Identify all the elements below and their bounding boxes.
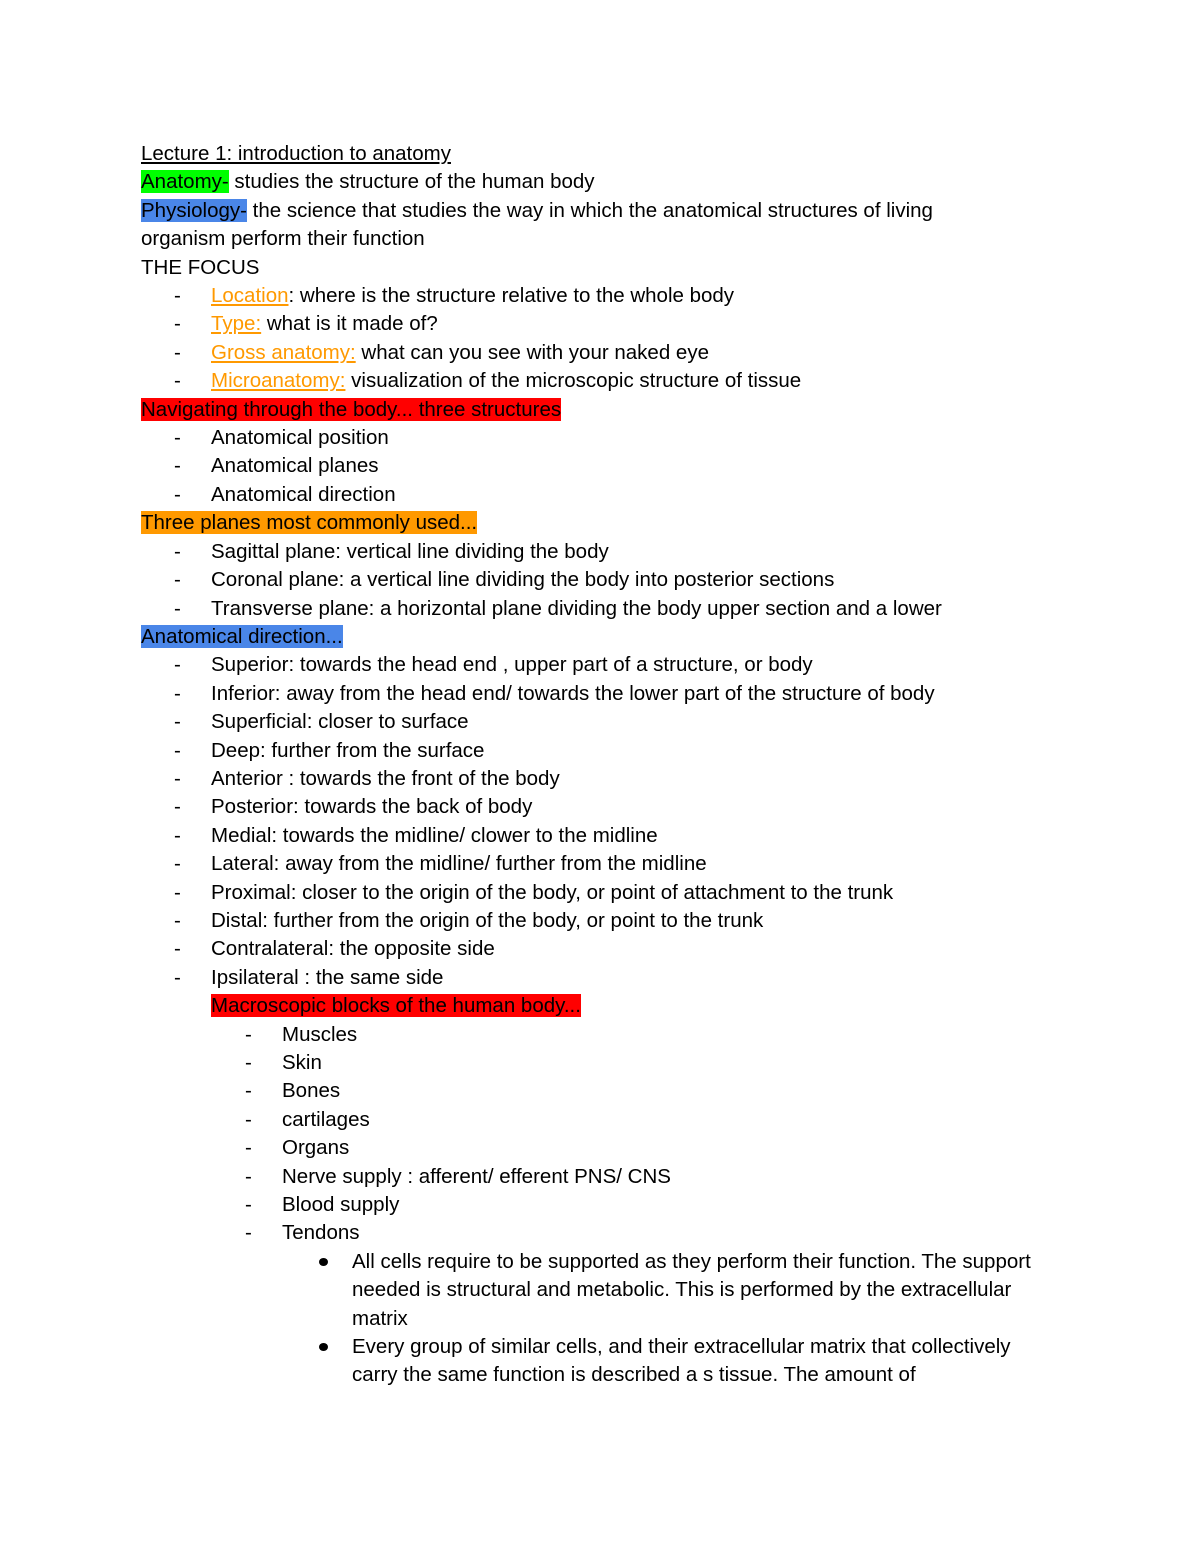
dash-marker: - — [174, 653, 181, 677]
list-item — [141, 538, 1061, 566]
dash-marker: - — [174, 340, 181, 364]
direction-heading: Anatomical direction... — [141, 624, 343, 648]
dash-marker: - — [174, 284, 181, 308]
item-text: Transverse plane: a horizontal plane dividing the body upper section and a lower — [211, 596, 942, 620]
item-text: Organs — [282, 1136, 350, 1160]
list-item — [141, 1049, 1061, 1077]
item-text: cartilages — [282, 1107, 370, 1131]
item-text: Lateral: away from the midline/ further from the midline — [211, 852, 707, 876]
bullet-text: All cells require to be supported as they perform their function. The support needed is structural and metabolic. This is performed by the extracellular matrix — [352, 1249, 1031, 1330]
dash-marker: - — [174, 539, 181, 563]
term-physiology: Physiology- — [141, 198, 247, 222]
dash-marker: - — [174, 426, 181, 450]
list-item — [141, 566, 1061, 594]
list-item — [141, 452, 1061, 480]
dash-marker: - — [174, 965, 181, 989]
item-text: what can you see with your naked eye — [355, 340, 709, 364]
item-text: Tendons — [282, 1221, 360, 1245]
dash-marker: - — [174, 766, 181, 790]
dash-marker: - — [174, 823, 181, 847]
dash-marker: - — [245, 1136, 252, 1160]
list-item — [141, 850, 1061, 878]
list-item — [141, 282, 1061, 310]
dash-marker: - — [245, 1079, 252, 1103]
item-text: what is it made of? — [261, 312, 438, 336]
item-text: Skin — [282, 1051, 322, 1074]
item-text: Anatomical position — [211, 426, 389, 450]
bullet-paragraph — [141, 1248, 1032, 1333]
item-text: visualization of the microscopic structure of tissue — [345, 369, 802, 393]
term-gross-anatomy: Gross anatomy: — [211, 340, 356, 364]
dash-marker: - — [174, 681, 181, 705]
list-item — [141, 822, 1061, 850]
blocks-heading: Macroscopic blocks of the human body... — [211, 994, 581, 1018]
list-item — [141, 1106, 1061, 1134]
item-text: Deep: further from the surface — [211, 738, 485, 762]
item-text: Contralateral: the opposite side — [211, 937, 495, 961]
list-item — [141, 680, 1061, 708]
definition-text: the science that studies the way in which the anatomical structures of living organism perform their function — [141, 198, 933, 251]
definition-text: studies the structure of the human body — [228, 170, 595, 194]
term-anatomy: Anatomy- — [141, 170, 229, 194]
item-text: Muscles — [282, 1022, 358, 1046]
dash-marker: - — [174, 795, 181, 819]
item-text: Sagittal plane: vertical line dividing the body — [211, 539, 609, 563]
dash-marker: - — [174, 908, 181, 932]
item-text: Coronal plane: a vertical line dividing the body into posterior sections — [211, 568, 835, 592]
item-text: Nerve supply : afferent/ efferent PNS/ CNS — [282, 1164, 671, 1188]
item-text: Anterior : towards the front of the body — [211, 766, 560, 790]
dash-marker: - — [245, 1164, 252, 1188]
item-text: : where is the structure relative to the whole body — [288, 284, 735, 308]
list-item — [141, 793, 1061, 821]
list-item — [141, 1163, 1061, 1191]
list-item — [141, 1134, 1061, 1162]
dash-marker: - — [245, 1051, 252, 1074]
item-text: Bones — [282, 1079, 341, 1103]
item-text: Proximal: closer to the origin of the body, or point of attachment to the trunk — [211, 880, 894, 904]
item-text: Superior: towards the head end , upper part of a structure, or body — [211, 653, 813, 677]
item-text: Posterior: towards the back of body — [211, 795, 533, 819]
planes-heading: Three planes most commonly used... — [141, 511, 478, 535]
list-item — [141, 310, 1061, 338]
list-item — [141, 651, 1061, 679]
item-text: Ipsilateral : the same side — [211, 965, 444, 989]
list-item — [141, 708, 1061, 736]
dash-marker: - — [245, 1221, 252, 1245]
dash-marker: - — [245, 1107, 252, 1131]
list-item — [141, 765, 1061, 793]
list-item — [141, 879, 1061, 907]
nav-heading: Navigating through the body... three structures — [141, 397, 562, 421]
dash-marker: - — [174, 312, 181, 336]
list-item — [141, 1191, 1061, 1219]
term-microanatomy: Microanatomy: — [211, 369, 346, 393]
list-item — [141, 1077, 1061, 1105]
dash-marker: - — [245, 1193, 252, 1217]
item-text: Blood supply — [282, 1193, 400, 1217]
document-body — [141, 140, 1061, 1390]
dash-marker: - — [174, 852, 181, 876]
list-item — [141, 964, 1061, 992]
page-title: Lecture 1: introduction to anatomy — [141, 142, 451, 165]
dash-marker: - — [174, 454, 181, 478]
list-item — [141, 907, 1061, 935]
dash-marker: - — [174, 596, 181, 620]
bullet-paragraph — [141, 1333, 1057, 1390]
list-item — [141, 737, 1061, 765]
bullet-text: Every group of similar cells, and their extracellular matrix that collectively carry the same function is described a s tissue. The amount of — [352, 1335, 1011, 1387]
dash-marker: - — [174, 738, 181, 762]
bullet-dot-icon — [319, 1258, 328, 1266]
list-item — [141, 424, 1061, 452]
dash-marker: - — [245, 1022, 252, 1046]
list-item — [141, 339, 1061, 367]
item-text: Medial: towards the midline/ clower to the midline — [211, 823, 658, 847]
item-text: Distal: further from the origin of the body, or point to the trunk — [211, 908, 764, 932]
focus-heading: THE FOCUS — [141, 255, 260, 279]
list-item — [141, 1219, 1061, 1247]
dash-marker: - — [174, 710, 181, 734]
dash-marker: - — [174, 482, 181, 506]
item-text: Anatomical direction — [211, 482, 396, 506]
list-item — [141, 935, 1061, 963]
list-item — [141, 595, 1061, 623]
term-location: Location — [211, 284, 289, 308]
term-type: Type: — [211, 312, 262, 336]
dash-marker: - — [174, 937, 181, 961]
dash-marker: - — [174, 369, 181, 393]
bullet-dot-icon — [319, 1343, 328, 1351]
list-item — [141, 1021, 1061, 1049]
item-text: Superficial: closer to surface — [211, 710, 469, 734]
item-text: Anatomical planes — [211, 454, 379, 478]
dash-marker: - — [174, 880, 181, 904]
item-text: Inferior: away from the head end/ towards the lower part of the structure of body — [211, 681, 935, 705]
list-item — [141, 367, 1061, 395]
definition-anatomy — [141, 168, 1061, 196]
definition-physiology — [141, 197, 991, 254]
list-item — [141, 481, 1061, 509]
dash-marker: - — [174, 568, 181, 592]
